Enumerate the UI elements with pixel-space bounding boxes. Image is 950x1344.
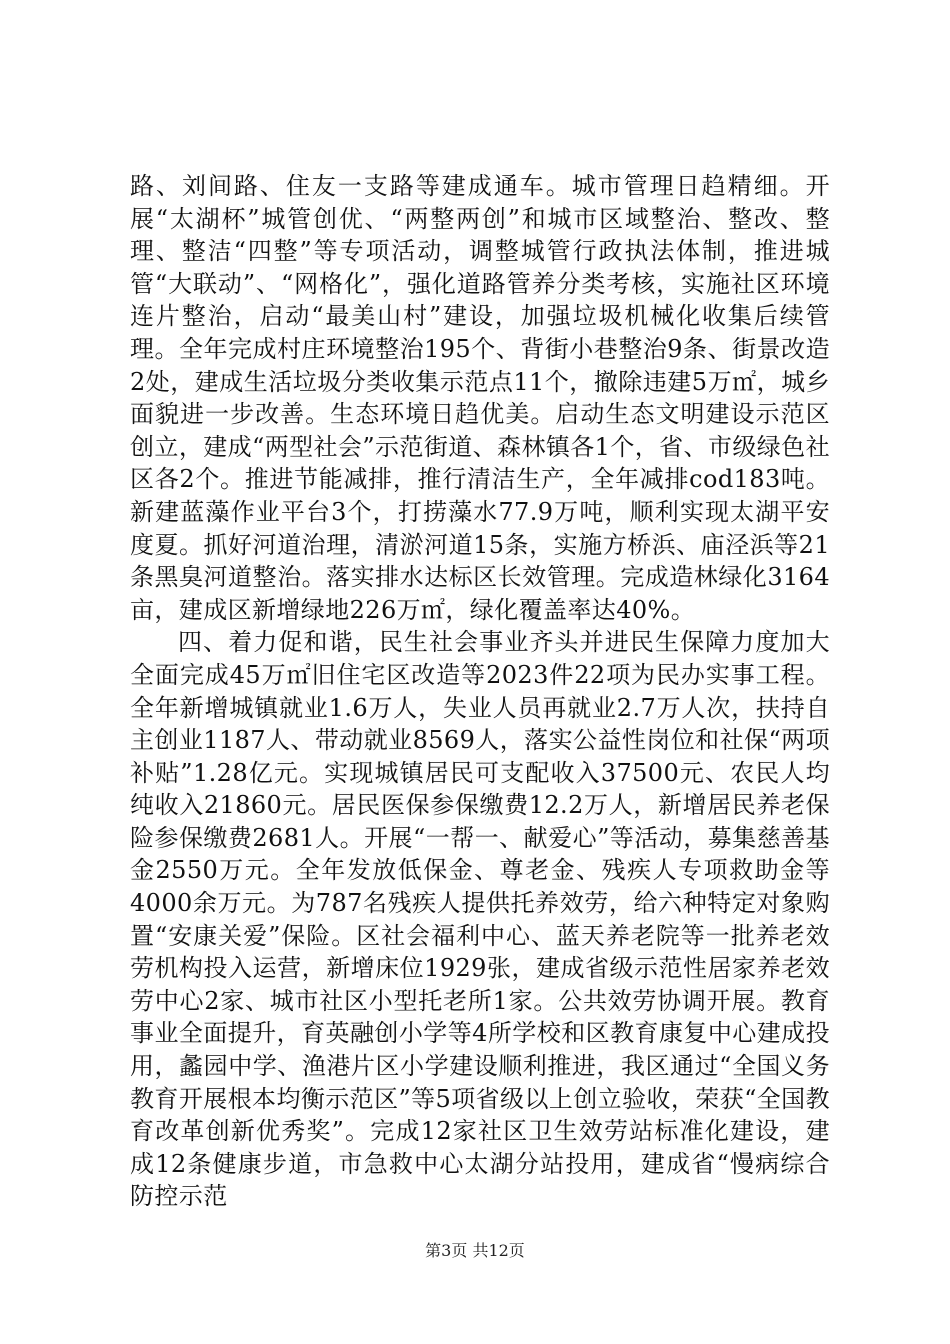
document-body [130, 170, 830, 1213]
paragraph-livelihood: 四、着力促和谐，民生社会事业齐头并进民生保障力度加大全面完成45万㎡旧住宅区改造等2023件22项为民办实事工程。全年新增城镇就业1.6万人，失业人员再就业2.7万人次，扶持自主创业1187人、带动就业8569人，落实公益性岗位和社保“两项补贴”1.28亿元。实现城镇居民可支配收入37500元、农民人均纯收入21860元。居民医保参保缴费12.2万人，新增居民养老保险参保缴费2681人。开展“一帮一、献爱心”等活动，募集慈善基金2550万元。全年发放低保金、尊老金、残疾人专项救助金等4000余万元。为787名残疾人提供托养效劳，给六种特定对象购置“安康关爱”保险。区社会福利中心、蓝天养老院等一批养老效劳机构投入运营，新增床位1929张，建成省级示范性居家养老效劳中心2家、城市社区小型托老所1家。公共效劳协调开展。教育事业全面提升，育英融创小学等4所学校和区教育康复中心建成投用，蠡园中学、渔港片区小学建设顺利推进，我区通过“全国义务教育开展根本均衡示范区”等5项省级以上创立验收，荣获“全国教育改革创新优秀奖”。完成12家社区卫生效劳站标准化建设，建成12条健康步道，市急救中心太湖分站投用，建成省“慢病综合防控示范 [130, 628, 830, 1211]
paragraph-urban-management: 路、刘间路、住友一支路等建成通车。城市管理日趋精细。开展“太湖杯”城管创优、“两整两创”和城市区域整治、整改、整理、整洁“四整”等专项活动，调整城管行政执法体制，推进城管“大联动”、“网格化”，强化道路管养分类考核，实施社区环境连片整治，启动“最美山村”建设，加强垃圾机械化收集后续管理。全年完成村庄环境整治195个、背街小巷整治9条、街景改造2处，建成生活垃圾分类收集示范点11个，撤除违建5万㎡，城乡面貌进一步改善。生态环境日趋优美。启动生态文明建设示范区创立，建成“两型社会”示范街道、森林镇各1个，省、市级绿色社区各2个。推进节能减排，推行清洁生产，全年减排cod183吨。新建蓝藻作业平台3个，打捞藻水77.9万吨，顺利实现太湖平安度夏。抓好河道治理，清淤河道15条，实施方桥浜、庙泾浜等21条黑臭河道整治。落实排水达标区长效管理。完成造林绿化3164亩，建成区新增绿地226万㎡，绿化覆盖率达40%。 [130, 172, 830, 624]
page-footer: 第3页 共12页 [425, 1241, 525, 1260]
